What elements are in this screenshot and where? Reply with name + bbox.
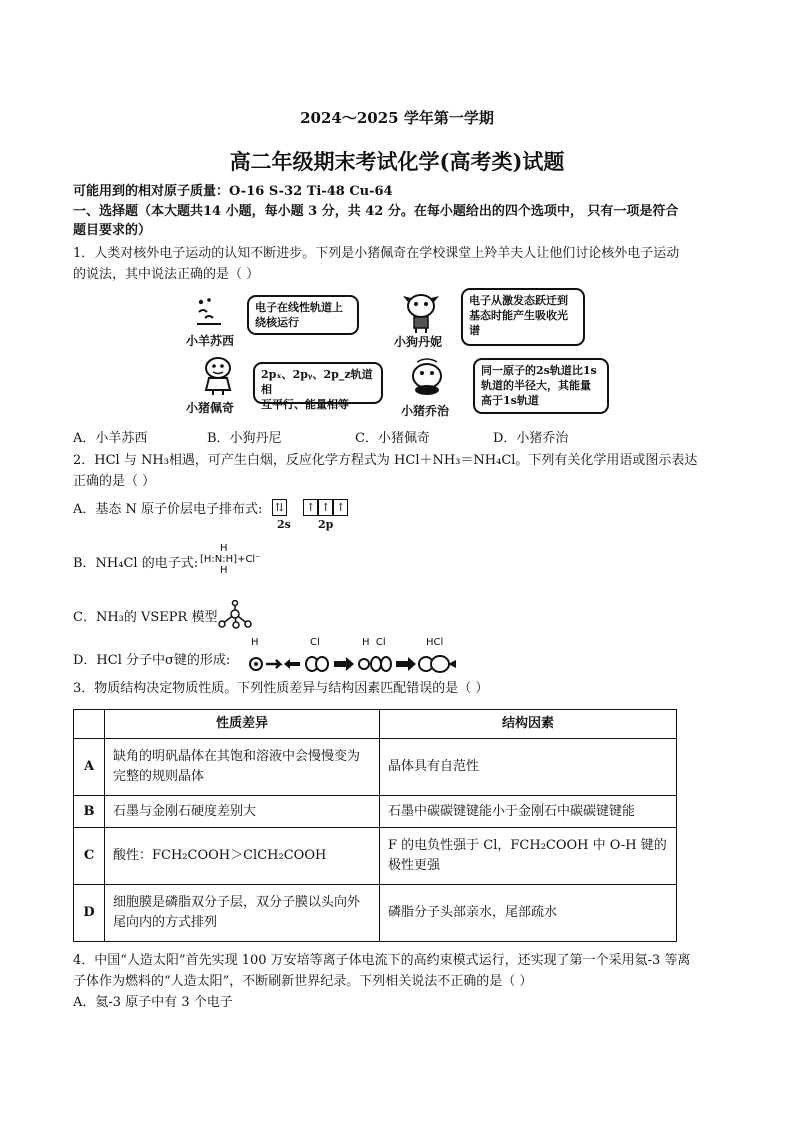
char-name-george: 小猪乔治 — [401, 404, 450, 418]
orbital-box-2p-2: ↑ — [318, 499, 333, 516]
label-2s: 2s — [277, 518, 291, 531]
orbital-box-2s: ⇅ — [272, 499, 287, 516]
peppa-bubble-line1: 2pₓ、2pᵧ、2p_z轨道相 — [261, 368, 373, 396]
peppa-bubble-line2: 互平行、能量相等 — [261, 398, 349, 411]
q4-stem-line1: 4．中国“人造太阳”首先实现 100 万安培等离子体电流下的高约束模式运行，还实现了第一个采用氦-3 等离 — [73, 953, 691, 968]
lamb-character-icon — [193, 296, 227, 330]
row-label: B — [74, 796, 105, 828]
table-row[interactable] — [74, 796, 677, 828]
label-2p: 2p — [318, 518, 334, 531]
row-property: 细胞膜是磷脂双分子层，双分子膜以头向外尾向内的方式排列 — [105, 885, 380, 942]
q3-table-header — [74, 710, 677, 739]
char-name-danny: 小狗丹妮 — [394, 335, 443, 349]
row-property: 缺角的明矾晶体在其饱和溶液中会慢慢变为完整的规则晶体 — [105, 739, 380, 796]
section-1-instructions-line2: 题目要求的） — [73, 223, 152, 238]
q2-option-d[interactable]: D．HCl 分子中σ键的形成: — [73, 653, 231, 668]
q1-option-b[interactable]: B．小狗丹尼 — [207, 431, 282, 446]
sigma-label-hcl: HCl — [426, 637, 444, 648]
char-name-peppa: 小猪佩奇 — [186, 401, 235, 415]
row-factor: 磷脂分子头部亲水，尾部疏水 — [380, 885, 677, 942]
row-property: 石墨与金刚石硬度差别大 — [105, 796, 380, 828]
section-1-instructions-line1: 一、选择题（本大题共14 小题，每小题 3 分，共 42 分。在每小题给出的四个选项中， 只有一项是符合 — [73, 204, 679, 219]
row-label: C — [74, 828, 105, 885]
row-factor: 晶体具有自范性 — [380, 739, 677, 796]
q3-table — [73, 709, 677, 942]
q3-header-property: 性质差异 — [105, 710, 380, 739]
row-factor: 石墨中碳碳键键能小于金刚石中碳碳键键能 — [380, 796, 677, 828]
puppy-character-icon — [401, 292, 441, 334]
row-factor: F 的电负性强于 Cl，FCH₂COOH 中 O-H 键的极性更强 — [380, 828, 677, 885]
edot-cl-ion: +Cl⁻ — [237, 554, 261, 565]
sigma-label-hcl-pair: H Cl — [362, 637, 386, 648]
atomic-masses-line: 可能用到的相对原子质量：O-16 S-32 Ti-48 Cu-64 — [73, 184, 393, 199]
q1-stem-line1: 1．人类对核外电子运动的认知不断进步。下列是小猪佩奇在学校课堂上羚羊夫人让他们讨论核外电子运动 — [73, 246, 680, 261]
q3-header-factor: 结构因素 — [380, 710, 677, 739]
q1-option-c[interactable]: C．小猪佩奇 — [355, 431, 430, 446]
q4-option-a[interactable]: A．氦-3 原子中有 3 个电子 — [73, 995, 233, 1010]
q2-option-b[interactable]: B．NH₄Cl 的电子式: — [73, 556, 199, 571]
speech-bubble-george: 同一原子的2s轨道比1s轨道的半径大，其能量高于1s轨道 — [473, 358, 609, 414]
vsepr-model-icon — [218, 600, 252, 630]
speech-bubble-peppa — [253, 362, 383, 411]
table-row[interactable] — [74, 739, 677, 796]
sigma-label-cl: Cl — [310, 637, 320, 648]
peppa-character-icon — [201, 356, 235, 396]
sigma-bond-formation-diagram — [246, 652, 458, 676]
row-label: A — [74, 739, 105, 796]
table-row[interactable] — [74, 828, 677, 885]
char-name-suzy: 小羊苏西 — [186, 334, 235, 348]
george-character-icon — [407, 358, 447, 396]
q3-header-label — [74, 710, 105, 739]
q2-option-c[interactable]: C．NH₃的 VSEPR 模型 — [73, 610, 218, 625]
edot-middle — [200, 554, 260, 565]
q1-option-a[interactable]: A．小羊苏西 — [73, 431, 148, 446]
speech-bubble-suzy: 电子在线性轨道上绕核运行 — [247, 295, 359, 335]
edot-bracket: [H:N:H] — [200, 554, 238, 565]
orbital-box-2p-3: ↑ — [333, 499, 348, 516]
q2-stem-line2: 正确的是（ ） — [73, 474, 156, 489]
speech-bubble-danny: 电子从激发态跃迁到基态时能产生吸收光谱 — [461, 288, 585, 346]
q2-stem-line1: 2．HCl 与 NH₃相遇，可产生白烟，反应化学方程式为 HCl＋NH₃＝NH₄Cl。下列有关化学用语或图示表达 — [73, 453, 698, 468]
q2-option-a[interactable]: A．基态 N 原子价层电子排布式: — [73, 502, 263, 517]
table-row[interactable] — [74, 885, 677, 942]
electron-dot-formula — [200, 543, 260, 576]
orbital-box-2p-1: ↑ — [303, 499, 318, 516]
edot-h-bottom: H — [220, 565, 228, 576]
q1-option-d[interactable]: D．小猪乔治 — [493, 431, 569, 446]
electron-config-diagram — [272, 497, 348, 516]
q4-stem-line2: 子体作为燃料的“人造太阳”，不断刷新世界纪录。下列相关说法不正确的是（ ） — [73, 974, 533, 989]
edot-h-top: H — [220, 543, 228, 554]
row-property: 酸性：FCH₂COOH＞ClCH₂COOH — [105, 828, 380, 885]
q3-stem: 3．物质结构决定物质性质。下列性质差异与结构因素匹配错误的是（ ） — [73, 681, 489, 696]
row-label: D — [74, 885, 105, 942]
exam-term: 2024～2025 学年第一学期 — [300, 109, 494, 127]
q1-stem-line2: 的说法，其中说法正确的是（ ） — [73, 267, 260, 282]
exam-title: 高二年级期末考试化学(高考类)试题 — [229, 149, 565, 174]
q1-cartoon-figure — [183, 286, 615, 422]
sigma-label-h: H — [251, 637, 259, 648]
